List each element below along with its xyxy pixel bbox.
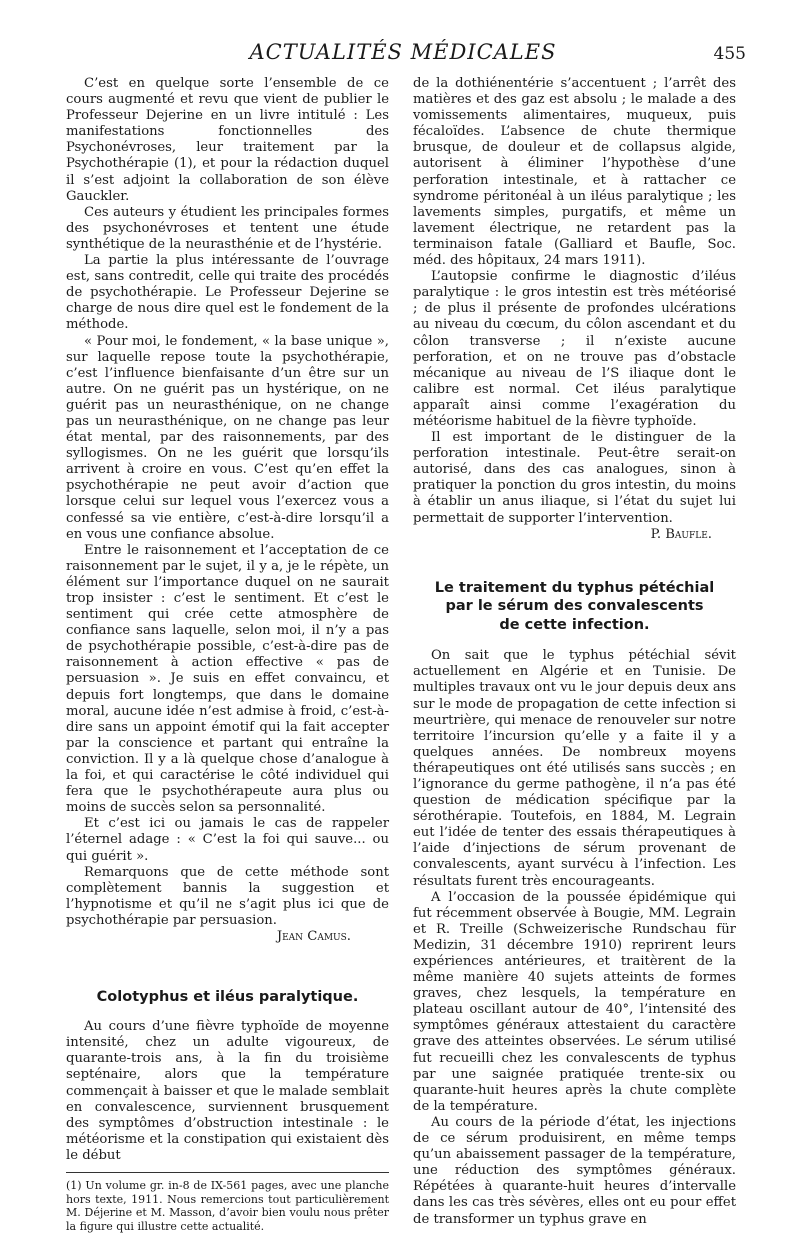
- psychotherapy-article: [66, 76, 389, 945]
- body-paragraph: « Pour moi, le fondement, « la base unique », sur laquelle repose toute la psychothérapie, c’est l’influence bienfaisante d’un être sur un autre. On ne guérit pas un hystérique, on ne guérit pas un neurasthénique, on ne change pas un neurasthénique, on ne change pas leur état mental, par des raisonnements, par des syllogismes. On ne les guérit que lorsqu’ils arrivent à croire en vous. C’est qu’en effet la psychothérapie ne peut avoir d’action que lorsque celui sur lequel vous l’exercez vous a confessé sa vie entière, c’est-à-dire lorsqu’il a en vous une confiance absolue.: [66, 333, 389, 542]
- body-paragraph: Il est important de le distinguer de la perforation intestinale. Peut-être serait-on autorisé, dans des cas analogues, sinon à pratiquer la ponction du gros intestin, du moins à établir un anus iliaque, si l’état du sujet lui permettait de supporter l’intervention.: [413, 430, 736, 526]
- article-title: Colotyphus et iléus paralytique.: [96, 989, 359, 1006]
- body-paragraph: Remarquons que de cette méthode sont complètement bannis la suggestion et l’hypnotisme et qu’il ne s’agit plus ici que de psychothérapie par persuasion.: [66, 864, 389, 928]
- page-number: 455: [713, 44, 746, 64]
- typhus-article: [413, 579, 736, 1228]
- article-title-line: de cette infection.: [499, 616, 650, 633]
- article-title: [413, 579, 736, 635]
- colotyphus-article: [66, 989, 389, 1164]
- body-paragraph: de la dothiénentérie s’accentuent ; l’arrêt des matières et des gaz est absolu ; le malade a des vomissements alimentaires, muqueux, puis fécaloïdes. L’absence de chute thermique brusque, de douleur et de collapsus algide, autorisent à éliminer l’hypothèse d’une perforation intestinale, et à rattacher ce syndrome péritonéal à un iléus paralytique ; les lavements simples, purgatifs, et même un lavement électrique, ne retardent pas la terminaison fatale (Galliard et Baufle, Soc. méd. des hôpitaux, 24 mars 1911).: [413, 76, 736, 269]
- body-paragraph: Au cours de la période d’état, les injections de ce sérum produisirent, en même temps qu’un abaissement passager de la température, une réduction des symptômes généraux. Répétées à quarante-huit heures d’intervalle dans les cas très sévères, elles ont eu pour effet de transformer un typhus grave en: [413, 1114, 736, 1227]
- body-paragraph: La partie la plus intéressante de l’ouvrage est, sans contredit, celle qui traite des procédés de psychothérapie. Le Professeur Dejerine se charge de nous dire quel est le fondement de la méthode.: [66, 253, 389, 333]
- article-title-line: par le sérum des convalescents: [445, 598, 704, 615]
- article-title-line: Le traitement du typhus pétéchial: [434, 579, 715, 596]
- footnote: (1) Un volume gr. in-8 de IX-561 pages, avec une planche hors texte, 1911. Nous remercions tout particulièrement M. Déjerine et M. Masson, d’avoir bien voulu nous prêter la figure qui illustre cette actualité.: [66, 1179, 389, 1233]
- body-paragraph: L’autopsie confirme le diagnostic d’iléus paralytique : le gros intestin est très météorisé ; de plus il présente de profondes ulcérations au niveau du cœcum, du côlon ascendant et du côlon transverse ; il n’existe aucune perforation, et on ne trouve pas d’obstacle mécanique au niveau de l’S iliaque dont le calibre est normal. Cet iléus paralytique apparaît ainsi comme l’exagération du météorisme habituel de la fièvre typhoïde.: [413, 269, 736, 429]
- footnote-rule: [66, 1172, 389, 1173]
- running-title: ACTUALITÉS MÉDICALES: [249, 40, 557, 64]
- left-column: [66, 76, 389, 1233]
- body-paragraph: On sait que le typhus pétéchial sévit actuellement en Algérie et en Tunisie. De multiples travaux ont vu le jour depuis deux ans sur le mode de propagation de cette infection si meurtrière, qui menace de renouveler sur notre territoire l’incursion qu’elle y a faite il y a quelques années. De nombreux moyens thérapeutiques ont été utilisés sans succès ; en l’ignorance du germe pathogène, il n’a pas été question de médication spécifique par la sérothérapie. Toutefois, en 1884, M. Legrain eut l’idée de tenter des essais thérapeutiques à l’aide d’injections de sérum provenant de convalescents, ayant survécu à l’infection. Les résultats furent très encourageants.: [413, 648, 736, 889]
- body-paragraph: Entre le raisonnement et l’acceptation de ce raisonnement par le sujet, il y a, je le répète, un élément sur l’importance duquel on ne saurait trop insister : c’est le sentiment. Et c’est le sentiment qui crée cette atmosphère de confiance sans laquelle, selon moi, il n’y a pas de psychothérapie possible, c’est-à-dire pas de raisonnement à action effective « pas de persuasion ». Je suis en effet convaincu, et depuis fort longtemps, que dans le domaine moral, aucune idée n’est admise à froid, c’est-à-dire sans un appoint émotif qui la fait accepter par la conscience et partant qui entraîne la conviction. Il y a là quelque chose d’analogue à la foi, et qui caractérise le côté individuel qui fera que le psychothérapeute aura plus ou moins de succès selon sa personnalité.: [66, 542, 389, 816]
- right-column: [413, 76, 736, 1228]
- body-paragraph: Au cours d’une fièvre typhoïde de moyenne intensité, chez un adulte vigoureux, de quarante-trois ans, à la fin du troisième septénaire, alors que la température commençait à baisser et que le malade semblait en convalescence, surviennent brusquement des symptômes d’obstruction intestinale : le météorisme et la constipation qui existaient dès le début: [66, 1019, 389, 1163]
- body-paragraph: A l’occasion de la poussée épidémique qui fut récemment observée à Bougie, MM. Legrain et R. Treille (Schweizerische Rundschau für Medizin, 31 décembre 1910) reprirent leurs expériences antérieures, et traitèrent de la même manière 40 sujets atteints de formes graves, chez lesquels, la température en plateau oscillant autour de 40°, l’intensité des symptômes généraux attestaient du caractère grave des atteintes observées. Le sérum utilisé fut recueilli chez les convalescents de typhus par une saignée pratiquée trente-six ou quarante-huit heures après la chute complète de la température.: [413, 889, 736, 1114]
- body-paragraph: Ces auteurs y étudient les principales formes des psychonévroses et tentent une étude synthétique de la neurasthénie et de l’hystérie.: [66, 204, 389, 252]
- body-paragraph: Et c’est ici ou jamais le cas de rappeler l’éternel adage : « C’est la foi qui sauve... ou qui guérit ».: [66, 816, 389, 864]
- running-header: [60, 40, 746, 74]
- colotyphus-article-continued: [413, 76, 736, 543]
- body-paragraph: C’est en quelque sorte l’ensemble de ce cours augmenté et revu que vient de publier le Professeur Dejerine en un livre intitulé : Les manifestations fonctionnelles des Psychonévroses, leur traitement par la Psychothérapie (1), et pour la rédaction duquel il s’est adjoint la collaboration de son élève Gauckler.: [66, 76, 389, 204]
- author-signature: Jean Camus.: [276, 928, 351, 944]
- author-signature: P. Baufle.: [650, 526, 712, 542]
